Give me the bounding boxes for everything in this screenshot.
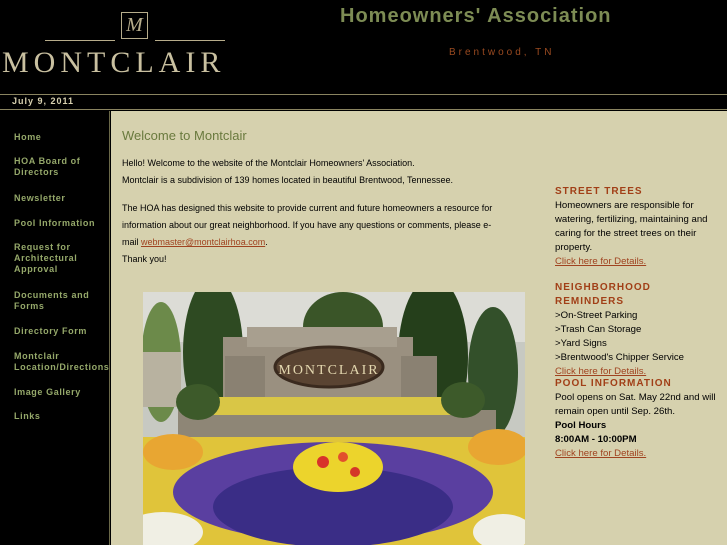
main-content (111, 111, 727, 545)
pool-text: Pool opens on Sat. May 22nd and will remain open until Sep. 26th. (555, 392, 716, 417)
reminders-section (555, 281, 723, 379)
logo-monogram: M (121, 12, 148, 39)
reminders-details-link[interactable]: Click here for Details. (555, 366, 647, 377)
nav-links[interactable]: Links (14, 411, 41, 421)
date-bar (0, 94, 727, 110)
nav-hoa-board[interactable]: HOA Board of Directors (14, 156, 81, 177)
street-trees-heading: STREET TREES (555, 186, 643, 197)
reminder-item: >On-Street Parking (555, 310, 638, 321)
reminder-item: >Brentwood's Chipper Service (555, 352, 685, 363)
entrance-photo (143, 292, 525, 545)
reminder-item: >Yard Signs (555, 338, 607, 349)
about-text (122, 200, 502, 268)
montclair-logo[interactable] (0, 10, 275, 88)
site-location: Brentwood, TN (449, 47, 555, 58)
nav-documents-forms[interactable]: Documents and Forms (14, 290, 90, 311)
nav-directory-form[interactable]: Directory Form (14, 326, 87, 336)
page-title: Welcome to Montclair (122, 128, 247, 143)
nav-image-gallery[interactable]: Image Gallery (14, 387, 81, 397)
logo-wordmark: MONTCLAIR (2, 46, 226, 79)
intro-line-1: Hello! Welcome to the website of the Montclair Homeowners' Association. (122, 158, 415, 168)
about-body: The HOA has designed this website to provide current and future homeowners a resource for information about our great neighborhood. If you have any questions or comments, please e-mail (122, 203, 493, 247)
thank-you-text: Thank you! (122, 254, 167, 264)
pool-heading: POOL INFORMATION (555, 378, 672, 389)
street-trees-text: Homeowners are responsible for watering, fertilizing, maintaining and caring for the street trees on their property. (555, 200, 708, 253)
pool-hours-label: Pool Hours (555, 420, 607, 431)
webmaster-email-link[interactable]: webmaster@montclairhoa.com (141, 237, 266, 247)
street-trees-details-link[interactable]: Click here for Details. (555, 256, 647, 267)
nav-home[interactable]: Home (14, 132, 42, 142)
pool-section (555, 377, 723, 461)
about-suffix: . (265, 237, 268, 247)
sign-text: MONTCLAIR (278, 363, 380, 378)
reminders-heading: NEIGHBORHOOD REMINDERS (555, 282, 651, 307)
logo-rule-right (155, 40, 225, 41)
current-date: July 9, 2011 (12, 96, 75, 106)
sidebar-nav (0, 111, 110, 545)
nav-pool-information[interactable]: Pool Information (14, 218, 96, 228)
site-title: Homeowners' Association (340, 5, 612, 27)
intro-line-2: Montclair is a subdivision of 139 homes located in beautiful Brentwood, Tennessee. (122, 175, 454, 185)
nav-location-directions[interactable]: Montclair Location/Directions (14, 351, 110, 372)
pool-details-link[interactable]: Click here for Details. (555, 448, 647, 459)
intro-text (122, 155, 502, 189)
street-trees-section (555, 185, 723, 269)
nav-newsletter[interactable]: Newsletter (14, 193, 66, 203)
reminder-item: >Trash Can Storage (555, 324, 642, 335)
logo-rule-left (45, 40, 115, 41)
header (0, 0, 727, 94)
pool-hours: 8:00AM - 10:00PM (555, 434, 637, 445)
nav-architectural-approval[interactable]: Request for Architectural Approval (14, 242, 78, 274)
